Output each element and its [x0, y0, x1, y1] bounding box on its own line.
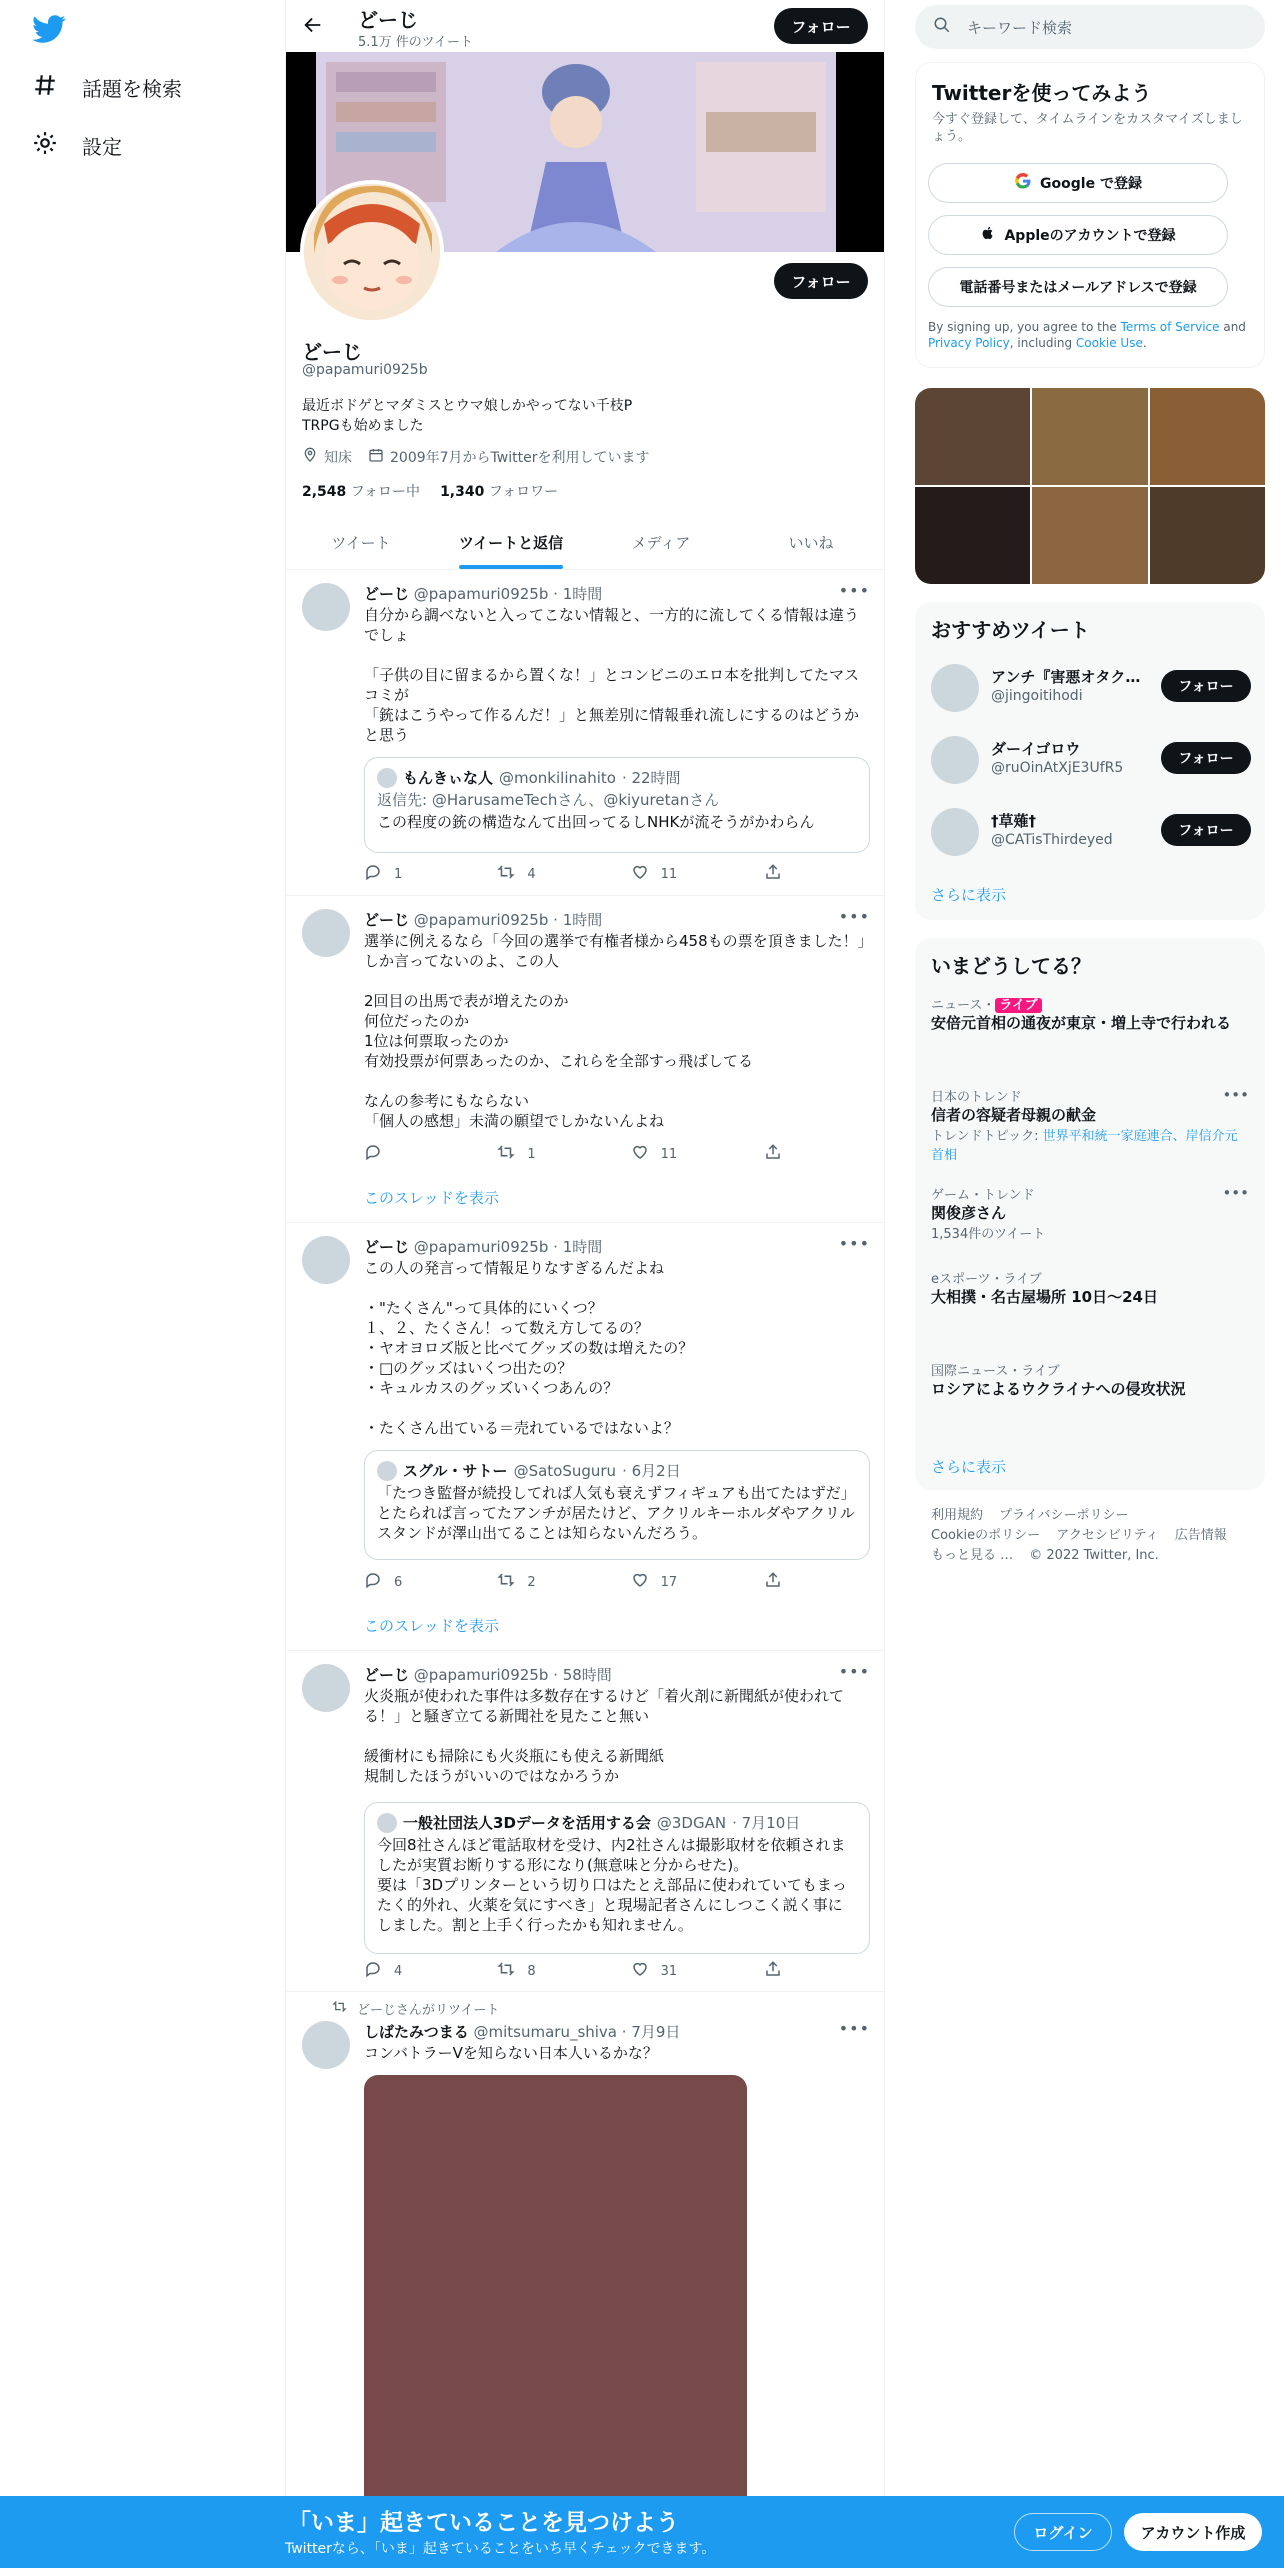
- google-signup-button[interactable]: [928, 163, 1228, 203]
- nav-settings-label: 設定: [82, 135, 122, 159]
- topic-prefix: トレンドトピック:: [931, 1129, 1043, 1144]
- header-tweet-count: 5.1万 件のツイート: [358, 35, 473, 50]
- media-thumbnail[interactable]: [1150, 487, 1265, 584]
- quoted-author-handle: @SatoSuguru: [513, 1462, 617, 1480]
- following-link[interactable]: [302, 481, 420, 501]
- media-grid: [915, 388, 1265, 584]
- like-count: 11: [660, 1146, 678, 1162]
- joined-text: 2009年7月からTwitterを利用しています: [390, 450, 650, 466]
- tweet-author-handle: @papamuri0925b: [413, 1666, 549, 1684]
- tweet[interactable]: [286, 897, 885, 1223]
- more-options-icon[interactable]: •••: [1222, 1086, 1249, 1104]
- follow-suggestion[interactable]: [931, 734, 1253, 786]
- like-count: 11: [660, 866, 678, 882]
- google-icon: [1014, 172, 1032, 194]
- footer-row: [915, 1526, 1265, 1546]
- tweet-author-handle: @mitsumaru_shiva: [473, 2023, 618, 2041]
- bottom-bar-subline: Twitterなら、「いま」起きていることをいち早くチェックできます。: [285, 2541, 716, 2557]
- apple-icon: [980, 225, 996, 245]
- more-options-icon[interactable]: •••: [838, 2019, 870, 2038]
- tweet-actions: [364, 863, 794, 885]
- trend-item[interactable]: [931, 1086, 1249, 1163]
- tweet-text: 選挙に例えるなら「今回の選挙で有権者様から458もの票を頂きました！」しか言ってないのよ、この人 2回目の出馬で表が増えたのか 何位だったのか 1位は何票取ったのか 有効投票が何票あったのか、これらを全部すっ飛ばしてる なんの参考にもならない 「個人の感想」未満の願望でしかないんよね: [364, 932, 866, 1130]
- back-arrow-icon[interactable]: [302, 14, 324, 41]
- profile-location: [302, 447, 352, 467]
- twitter-logo-icon[interactable]: [32, 12, 66, 46]
- retweet-button[interactable]: [497, 1571, 597, 1593]
- tweet-time[interactable]: · 1時間: [553, 1238, 603, 1256]
- tweet-time[interactable]: · 7月9日: [621, 2023, 681, 2041]
- cookie-link[interactable]: Cookie Use: [1075, 336, 1143, 350]
- user-avatar: [931, 736, 979, 784]
- tab-label: いいね: [788, 534, 834, 552]
- more-options-icon[interactable]: •••: [838, 1234, 870, 1253]
- tab-likes[interactable]: [736, 516, 885, 569]
- suggested-user-handle: @jingoitihodi: [991, 688, 1083, 704]
- reply-count: 1: [394, 866, 403, 882]
- signup-subtitle: 今すぐ登録して、タイムラインをカスタマイズしましょう。: [932, 112, 1243, 144]
- profile-meta: [302, 447, 649, 467]
- quoted-author-handle: @3DGAN: [656, 1814, 727, 1832]
- retweet-button[interactable]: [497, 863, 597, 885]
- reply-count: 4: [394, 1963, 403, 1979]
- trend-tweet-count: 1,534件のツイート: [931, 1227, 1046, 1242]
- reply-icon: [364, 863, 382, 885]
- quoted-author-handle: @monkilinahito: [499, 769, 616, 787]
- profile-stats: [302, 481, 558, 501]
- profile-follow-button[interactable]: フォロー: [774, 263, 868, 299]
- trend-meta: ゲーム・トレンド: [931, 1188, 1035, 1203]
- footer-more-link[interactable]: もっと見る …: [931, 1548, 1014, 1563]
- follow-suggestion[interactable]: [931, 806, 1253, 858]
- nav-explore-label: 話題を検索: [82, 77, 182, 101]
- tweet-header: [364, 583, 602, 604]
- reply-icon: [364, 1571, 382, 1593]
- calendar-icon: [368, 447, 384, 467]
- tos-link[interactable]: Terms of Service: [1120, 320, 1220, 334]
- legal-text: and: [1219, 320, 1246, 334]
- share-icon: [764, 1571, 782, 1593]
- tweet-author-handle: @papamuri0925b: [413, 911, 549, 929]
- suggested-follow-button[interactable]: フォロー: [1161, 670, 1251, 702]
- live-badge: ライブ: [995, 998, 1041, 1013]
- apple-signup-button[interactable]: [928, 215, 1228, 255]
- like-button[interactable]: [631, 1143, 731, 1165]
- heart-icon: [631, 1960, 649, 1982]
- quoted-text: この程度の銃の構造なんて出回ってるしNHKが流そうがかわらん: [377, 813, 815, 831]
- quoted-avatar: [377, 1461, 397, 1481]
- reply-button[interactable]: [364, 1143, 464, 1165]
- retweet-icon: [497, 1571, 515, 1593]
- reply-to-users: @HarusameTechさん、@kiyuretanさん: [431, 791, 720, 809]
- retweet-count: 2: [527, 1574, 536, 1590]
- suggested-user-name: アンチ『害悪オタク…: [991, 668, 1141, 686]
- heart-icon: [631, 1143, 649, 1165]
- left-navigation: [0, 0, 284, 2568]
- bio-line: TRPGも始めました: [302, 418, 424, 434]
- tab-label: ツイート: [331, 534, 391, 552]
- signup-legal: [928, 319, 1250, 351]
- retweet-icon: [332, 1999, 347, 2018]
- reply-button[interactable]: [364, 1571, 464, 1593]
- nav-explore[interactable]: [32, 72, 182, 103]
- privacy-link[interactable]: Privacy Policy: [928, 336, 1010, 350]
- like-count: 17: [660, 1574, 678, 1590]
- user-avatar: [931, 664, 979, 712]
- tweet-media-image[interactable]: [364, 2075, 747, 2568]
- quoted-text: 今回8社さんほど電話取材を受け、内2社さんは撮影取材を依頼されましたが実質お断りする形になり(無意味と分からせた)。 要は「3Dプリンターという切り口はたとえ部品に使われていてもまったく的外れ、火薬を気にすべき」と現場記者さんにしつこく説く事にしました。割と上手く行ったかも知れません。: [377, 1836, 847, 1934]
- show-thread-link[interactable]: このスレッドを表示: [364, 1617, 499, 1635]
- more-options-icon[interactable]: •••: [838, 907, 870, 926]
- share-icon: [764, 1960, 782, 1982]
- quoted-tweet[interactable]: [364, 1450, 870, 1560]
- suggested-follow-button[interactable]: フォロー: [1161, 742, 1251, 774]
- search-input[interactable]: キーワード検索: [967, 18, 1073, 37]
- following-label: フォロー中: [350, 484, 421, 500]
- gear-icon: [32, 130, 58, 161]
- apple-signup-label: Appleのアカウントで登録: [1004, 228, 1176, 244]
- quoted-time: · 6月2日: [622, 1462, 681, 1480]
- quoted-tweet-header: [377, 768, 857, 788]
- heart-icon: [631, 863, 649, 885]
- tweet-avatar[interactable]: [302, 1664, 350, 1712]
- share-icon: [764, 863, 782, 885]
- share-button[interactable]: [764, 1960, 794, 1982]
- reply-button[interactable]: [364, 863, 464, 885]
- trends-card: [915, 938, 1265, 1490]
- trend-meta: eスポーツ・ライブ: [931, 1272, 1042, 1287]
- followers-count: 1,340: [440, 484, 485, 500]
- trend-item[interactable]: [931, 994, 1249, 1033]
- suggested-user-handle: @CATisThirdeyed: [991, 832, 1113, 848]
- trend-item[interactable]: [931, 1268, 1249, 1307]
- media-thumbnail[interactable]: [1032, 388, 1147, 485]
- tweet-actions: [364, 1960, 794, 1982]
- profile-avatar[interactable]: [300, 180, 444, 324]
- profile-handle: @papamuri0925b: [302, 362, 428, 378]
- tweet[interactable]: [286, 1224, 885, 1651]
- retweet-icon: [497, 1143, 515, 1165]
- signup-title: Twitterを使ってみよう: [932, 81, 1152, 105]
- location-text: 知床: [324, 450, 352, 466]
- tweet-text: コンバトラーVを知らない日本人いるかな？: [364, 2044, 658, 2062]
- nav-settings[interactable]: [32, 130, 122, 161]
- topic-link[interactable]: 世界平和統一家庭連合、岸信介元首相: [931, 1129, 1238, 1163]
- retweet-label[interactable]: どーじさんがリツイート: [357, 2003, 500, 2018]
- legal-text: .: [1142, 336, 1147, 350]
- who-to-follow-title: おすすめツイート: [931, 618, 1090, 642]
- like-button[interactable]: [631, 1960, 731, 1982]
- tweet-time[interactable]: · 1時間: [553, 911, 603, 929]
- retweet-icon: [497, 1960, 515, 1982]
- retweet-context: [332, 1999, 499, 2018]
- tweet-author-handle: @papamuri0925b: [413, 585, 549, 603]
- tweet-avatar[interactable]: [302, 2021, 350, 2069]
- tab-media[interactable]: [586, 516, 736, 569]
- trends-show-more[interactable]: さらに表示: [931, 1458, 1007, 1476]
- share-button[interactable]: [764, 1571, 794, 1593]
- retweet-count: 4: [527, 866, 536, 882]
- share-button[interactable]: [764, 1143, 794, 1165]
- suggested-user-handle: @ruOinAtXjE3UfR5: [991, 760, 1124, 776]
- tweet-header: [364, 909, 602, 930]
- tweet-actions: [364, 1143, 794, 1165]
- tweet-author-handle: @papamuri0925b: [413, 1238, 549, 1256]
- tab-label: ツイートと返信: [458, 534, 564, 552]
- trend-meta: [931, 994, 1249, 1013]
- signup-card: [915, 62, 1265, 368]
- follow-suggestion[interactable]: [931, 662, 1253, 714]
- quoted-time: · 22時間: [621, 769, 681, 787]
- tweet[interactable]: [286, 1652, 885, 1992]
- login-button[interactable]: ログイン: [1014, 2513, 1112, 2551]
- trend-meta: 日本のトレンド: [931, 1090, 1022, 1105]
- location-pin-icon: [302, 447, 318, 467]
- tweet-author-name[interactable]: どーじ: [364, 585, 410, 603]
- quoted-text: 「たつき監督が続投してれば人気も衰えずフィギュアも出てたはずだ」とたられば言ってたアンチが居たけど、アクリルキーホルダやアクリルスタンドが澤山出てることは知らないんだろう。: [377, 1484, 856, 1542]
- trend-name: 安倍元首相の通夜が東京・増上寺で行われる: [931, 1014, 1232, 1032]
- profile-bio: [302, 396, 632, 436]
- legal-text: , including: [1009, 336, 1076, 350]
- more-options-icon[interactable]: •••: [1222, 1184, 1249, 1202]
- reply-icon: [364, 1960, 382, 1982]
- profile-header-bar: [286, 0, 885, 52]
- retweet-button[interactable]: [497, 1143, 597, 1165]
- header-name: どーじ: [358, 8, 418, 32]
- phone-signup-label: 電話番号またはメールアドレスで登録: [959, 280, 1197, 296]
- user-avatar: [931, 808, 979, 856]
- quoted-author-name: もんきぃな人: [403, 769, 494, 787]
- tweet-author-name[interactable]: どーじ: [364, 1666, 410, 1684]
- legal-text: By signing up, you agree to the: [928, 320, 1121, 334]
- tweet-author-name[interactable]: どーじ: [364, 1238, 410, 1256]
- following-count: 2,548: [302, 484, 347, 500]
- quoted-tweet[interactable]: [364, 757, 870, 853]
- share-icon: [764, 1143, 782, 1165]
- trend-topic: [931, 1125, 1249, 1163]
- heart-icon: [631, 1571, 649, 1593]
- suggested-user-name: ダーイゴロウ: [991, 740, 1081, 758]
- tweet-avatar[interactable]: [302, 1236, 350, 1284]
- tweet-text: 自分から調べないと入ってこない情報と、一方的に流してくる情報は違うでしょ 「子供の目に留まるから置くな！」とコンビニのエロ本を批判してたマスコミが 「銃はこうやって作るんだ！」と無差別に情報垂れ流しにするのはどうかと思う: [364, 606, 860, 744]
- signup-button[interactable]: アカウント作成: [1124, 2513, 1262, 2551]
- trend-name: ロシアによるウクライナへの侵攻状況: [931, 1380, 1186, 1398]
- bottom-bar-headline: 「いま」起きていることを見つけよう: [288, 2510, 679, 2536]
- tweet-time[interactable]: · 1時間: [553, 585, 603, 603]
- tab-label: メディア: [631, 534, 691, 552]
- profile-name: どーじ: [302, 340, 362, 364]
- profile-timeline: [285, 0, 885, 2568]
- profile-joined: [368, 447, 649, 467]
- followers-link[interactable]: [440, 481, 558, 501]
- like-count: 31: [660, 1963, 678, 1979]
- hashtag-icon: [32, 72, 58, 103]
- trend-meta: 国際ニュース・ライブ: [931, 1364, 1060, 1379]
- quoted-author-name: スグル・サトー: [403, 1462, 508, 1480]
- share-button[interactable]: [764, 863, 794, 885]
- phone-email-signup-button[interactable]: [928, 267, 1228, 307]
- followers-label: フォロワー: [488, 484, 559, 500]
- footer-copyright: © 2022 Twitter, Inc.: [1029, 1548, 1159, 1563]
- quoted-tweet-header: [377, 1813, 857, 1833]
- footer-terms-link[interactable]: 利用規約: [931, 1508, 984, 1523]
- footer-ads-link[interactable]: 広告情報: [1174, 1528, 1227, 1543]
- footer-privacy-link[interactable]: プライバシーポリシー: [999, 1508, 1129, 1523]
- right-sidebar: [915, 0, 1265, 2568]
- trend-item[interactable]: [931, 1184, 1249, 1242]
- sidebar-footer: [915, 1506, 1265, 1566]
- suggested-user-name: †草薙†: [991, 812, 1037, 830]
- bio-line: 最近ボドゲとマダミスとウマ娘しかやってない千枝P: [302, 398, 633, 414]
- suggested-follow-button[interactable]: フォロー: [1161, 814, 1251, 846]
- tab-tweets[interactable]: [286, 516, 436, 569]
- retweet-button[interactable]: [497, 1960, 597, 1982]
- media-thumbnail[interactable]: [915, 487, 1030, 584]
- retweet-count: 8: [527, 1963, 536, 1979]
- tweet-header: [364, 1664, 612, 1685]
- tweet-text: この人の発言って情報足りなすぎるんだよね ・"たくさん"って具体的にいくつ？ １、２、たくさん！って数え方してるの？ ・ヤオヨロズ版と比べてグッズの数は増えたの？ ・□のグッズはいくつ出たの？ ・キュルカスのグッズいくつあんの？ ・たくさん出ている＝売れているではないよ？: [364, 1259, 694, 1437]
- tweet-text: 火炎瓶が使われた事件は多数存在するけど「着火剤に新聞紙が使われてる！」と騒ぎ立てる新聞社を見たこと無い 緩衝材にも掃除にも火炎瓶にも使える新聞紙 規制したほうがいいのではなかろうか: [364, 1687, 845, 1785]
- more-options-icon[interactable]: •••: [838, 1662, 870, 1681]
- trend-name: 信者の容疑者母親の献金: [931, 1106, 1097, 1124]
- google-signup-label: Google で登録: [1040, 176, 1142, 192]
- like-button[interactable]: [631, 863, 731, 885]
- trends-title: いまどうしてる？: [931, 954, 1091, 978]
- who-to-follow-show-more[interactable]: さらに表示: [931, 886, 1007, 904]
- footer-cookie-link[interactable]: Cookieのポリシー: [931, 1528, 1041, 1543]
- show-thread-link[interactable]: このスレッドを表示: [364, 1189, 499, 1207]
- search-box[interactable]: [915, 5, 1265, 49]
- footer-accessibility-link[interactable]: アクセシビリティ: [1056, 1528, 1159, 1543]
- profile-tabs: [286, 516, 885, 570]
- active-tab-indicator: [459, 565, 563, 569]
- media-thumbnail[interactable]: [1032, 487, 1147, 584]
- trend-name: 大相撲・名古屋場所 10日〜24日: [931, 1288, 1158, 1306]
- tweet-header: [364, 2021, 680, 2042]
- tweet-time[interactable]: · 58時間: [553, 1666, 612, 1684]
- quoted-time: · 7月10日: [732, 1814, 801, 1832]
- quoted-reply-to: [377, 790, 857, 810]
- more-options-icon[interactable]: •••: [838, 581, 870, 600]
- reply-prefix: 返信先:: [377, 791, 432, 809]
- header-follow-button[interactable]: フォロー: [774, 8, 868, 44]
- quoted-tweet[interactable]: [364, 1802, 870, 1954]
- media-thumbnail[interactable]: [1150, 388, 1265, 485]
- trend-item[interactable]: [931, 1360, 1249, 1399]
- footer-row: [915, 1546, 1265, 1566]
- tweet-avatar[interactable]: [302, 909, 350, 957]
- tweet-avatar[interactable]: [302, 583, 350, 631]
- like-button[interactable]: [631, 1571, 731, 1593]
- tweet[interactable]: [286, 571, 885, 896]
- trend-category: ニュース・: [931, 998, 996, 1013]
- tweet-actions: [364, 1571, 794, 1593]
- login-prompt-bar: [0, 2496, 1284, 2568]
- footer-row: [915, 1506, 1265, 1526]
- quoted-tweet-header: [377, 1461, 857, 1481]
- tweet-author-name[interactable]: どーじ: [364, 911, 410, 929]
- tweet-header: [364, 1236, 602, 1257]
- who-to-follow-card: [915, 602, 1265, 920]
- retweet-icon: [497, 863, 515, 885]
- reply-icon: [364, 1143, 382, 1165]
- reply-count: 6: [394, 1574, 403, 1590]
- search-icon: [933, 16, 951, 38]
- media-thumbnail[interactable]: [915, 388, 1030, 485]
- quoted-avatar: [377, 768, 397, 788]
- tab-tweets-and-replies[interactable]: [436, 516, 586, 569]
- trend-name: 関俊彦さん: [931, 1204, 1007, 1222]
- tweet[interactable]: [286, 1993, 885, 2568]
- retweet-count: 1: [527, 1146, 536, 1162]
- reply-button[interactable]: [364, 1960, 464, 1982]
- quoted-author-name: 一般社団法人3Dデータを活用する会: [403, 1814, 651, 1832]
- quoted-avatar: [377, 1813, 397, 1833]
- tweet-author-name[interactable]: しばたみつまる: [364, 2023, 469, 2041]
